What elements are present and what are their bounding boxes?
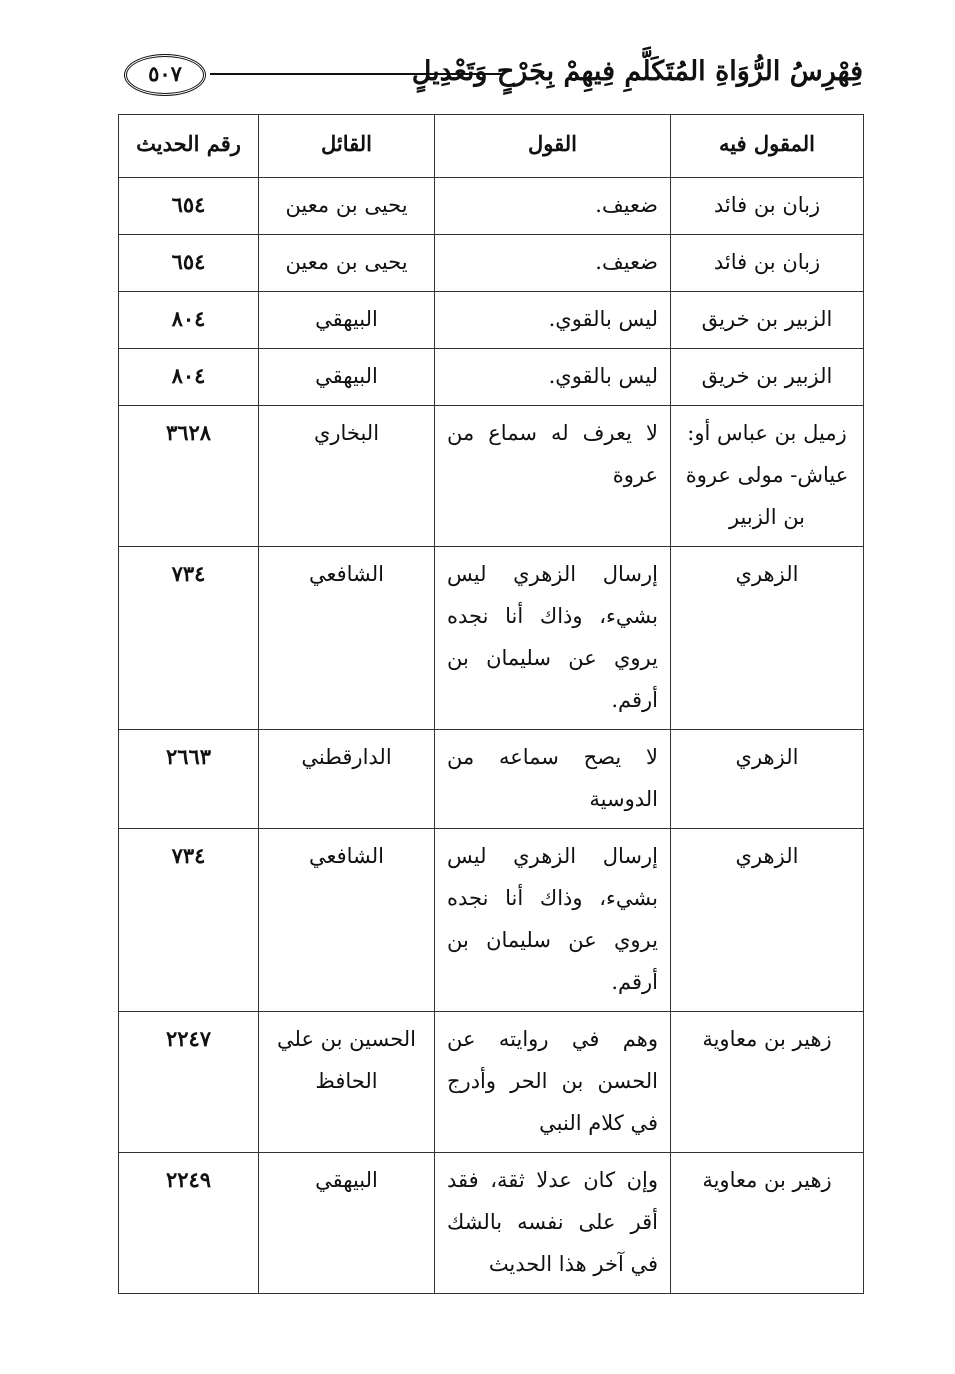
- cell-subject: زهير بن معاوية: [671, 1153, 864, 1294]
- cell-saying: ليس بالقوي.: [435, 349, 671, 406]
- cell-subject: زميل بن عباس أو: عياش- مولى عروة بن الزبير: [671, 406, 864, 547]
- cell-hadith-number: ٢٢٤٧: [119, 1012, 259, 1153]
- cell-hadith-number: ٨٠٤: [119, 349, 259, 406]
- cell-sayer: البيهقي: [259, 1153, 435, 1294]
- table-body: [119, 178, 864, 1294]
- header-rule: [210, 73, 503, 75]
- cell-saying: ليس بالقوي.: [435, 292, 671, 349]
- table-row: [119, 406, 864, 547]
- table-row: [119, 730, 864, 829]
- cell-subject: الزهري: [671, 730, 864, 829]
- table-row: [119, 349, 864, 406]
- table-row: [119, 292, 864, 349]
- cell-hadith-number: ٦٥٤: [119, 178, 259, 235]
- cell-sayer: الحسين بن علي الحافظ: [259, 1012, 435, 1153]
- page-number: ٥٠٧: [124, 54, 206, 96]
- header-title: فِهْرِسُ الرُّوَاةِ المُتَكَلَّمِ فِيهِمْ بِجَرْحٍ وَتَعْدِيلٍ: [411, 56, 863, 87]
- cell-subject: زبان بن فائد: [671, 178, 864, 235]
- table-row: [119, 547, 864, 730]
- cell-saying: وإن كان عدلا ثقة، فقد أقر على نفسه بالشك في آخر هذا الحديث: [435, 1153, 671, 1294]
- cell-hadith-number: ٨٠٤: [119, 292, 259, 349]
- cell-sayer: البيهقي: [259, 292, 435, 349]
- table-row: [119, 1153, 864, 1294]
- cell-subject: الزهري: [671, 547, 864, 730]
- column-header-hadith-number: رقم الحديث: [119, 115, 259, 178]
- cell-sayer: يحيى بن معين: [259, 178, 435, 235]
- column-header-subject: المقول فيه: [671, 115, 864, 178]
- table-row: [119, 178, 864, 235]
- cell-hadith-number: ٢٦٦٣: [119, 730, 259, 829]
- cell-hadith-number: ٧٣٤: [119, 829, 259, 1012]
- cell-subject: الزهري: [671, 829, 864, 1012]
- cell-sayer: الدارقطني: [259, 730, 435, 829]
- cell-saying: لا يعرف له سماع من عروة: [435, 406, 671, 547]
- table-row: [119, 1012, 864, 1153]
- cell-saying: ضعيف.: [435, 235, 671, 292]
- table-header-row: [119, 115, 864, 178]
- cell-sayer: البخاري: [259, 406, 435, 547]
- cell-subject: زهير بن معاوية: [671, 1012, 864, 1153]
- cell-hadith-number: ٧٣٤: [119, 547, 259, 730]
- cell-subject: الزبير بن خريق: [671, 292, 864, 349]
- cell-hadith-number: ٦٥٤: [119, 235, 259, 292]
- cell-saying: ضعيف.: [435, 178, 671, 235]
- table-row: [119, 235, 864, 292]
- column-header-sayer: القائل: [259, 115, 435, 178]
- cell-sayer: الشافعي: [259, 547, 435, 730]
- cell-hadith-number: ٣٦٢٨: [119, 406, 259, 547]
- cell-sayer: الشافعي: [259, 829, 435, 1012]
- cell-sayer: البيهقي: [259, 349, 435, 406]
- cell-saying: إرسال الزهري ليس بشيء، وذاك أنا نجده يروي عن سليمان بن أرقم.: [435, 547, 671, 730]
- cell-sayer: يحيى بن معين: [259, 235, 435, 292]
- cell-saying: وهم في روايته عن الحسن بن الحر وأدرج في كلام النبي: [435, 1012, 671, 1153]
- cell-saying: إرسال الزهري ليس بشيء، وذاك أنا نجده يروي عن سليمان بن أرقم.: [435, 829, 671, 1012]
- running-header: [118, 52, 863, 102]
- column-header-saying: القول: [435, 115, 671, 178]
- cell-subject: زبان بن فائد: [671, 235, 864, 292]
- table-row: [119, 829, 864, 1012]
- cell-subject: الزبير بن خريق: [671, 349, 864, 406]
- narrators-index-table: [118, 114, 864, 1294]
- cell-saying: لا يصح سماعه من الدوسية: [435, 730, 671, 829]
- cell-hadith-number: ٢٢٤٩: [119, 1153, 259, 1294]
